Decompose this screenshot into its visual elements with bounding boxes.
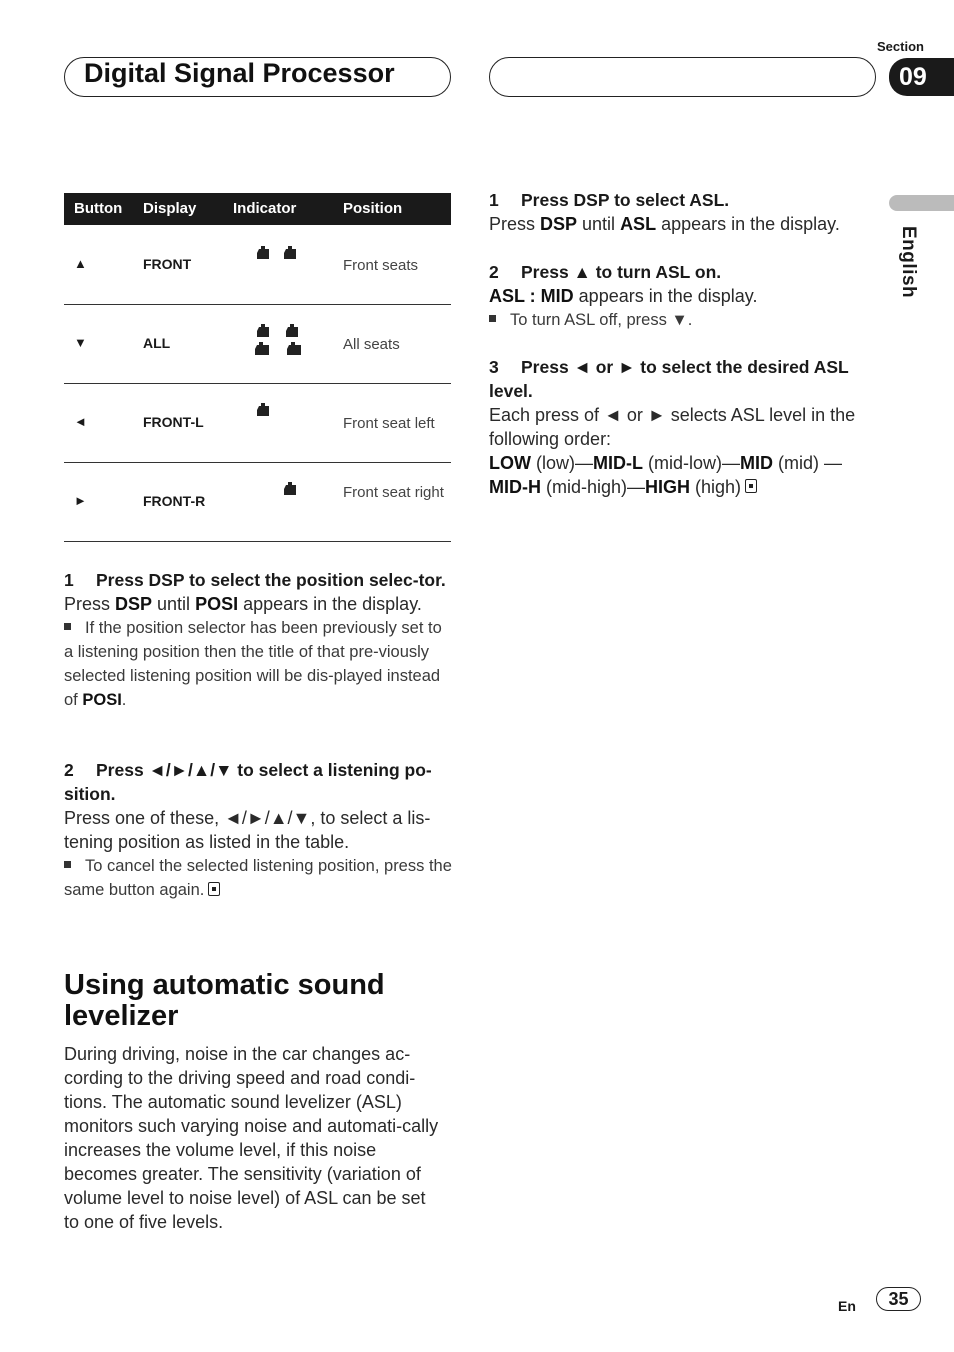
position-table	[64, 193, 451, 542]
step-note: If the position selector has been previously set to a listening position then the title of that pre-viously selected listening position will be dis-played instead of POSI.	[64, 619, 442, 709]
bullet-square-icon	[64, 861, 71, 868]
button-symbol: ▼	[74, 335, 87, 350]
section-heading: Using automatic sound levelizer	[64, 969, 385, 1032]
position-value: Front seat right	[343, 484, 444, 501]
left-step-2	[64, 758, 452, 902]
step-body: Press DSP until POSI appears in the display.	[64, 594, 422, 614]
col-indicator: Indicator	[233, 200, 297, 217]
step-heading: 3 Press ◄ or ► to select the desired ASL level.	[489, 357, 849, 401]
right-step-3	[489, 355, 869, 499]
col-display: Display	[143, 200, 197, 217]
display-value: FRONT	[143, 256, 192, 272]
footer-lang: En	[838, 1298, 856, 1314]
right-step-1	[489, 188, 869, 236]
right-step-2	[489, 260, 869, 332]
front-seats-icon	[254, 245, 306, 270]
step-body: Press DSP until ASL appears in the display.	[489, 214, 840, 234]
section-body: During driving, noise in the car changes ac-cording to the driving speed and road condi-tions. The automatic sound levelizer (ASL) monitors such varying noise and automati-cally increases the volume level, if this noise becomes greater. The sensitivity (variation of volume level to noise level) of ASL can be set to one of five levels.	[64, 1044, 439, 1232]
col-button: Button	[74, 200, 123, 217]
front-right-seat-icon	[254, 481, 306, 506]
table-row	[64, 305, 451, 384]
table-header	[64, 193, 451, 225]
end-mark-icon	[745, 479, 757, 493]
step-heading: 2 Press ▲ to turn ASL on.	[489, 262, 722, 282]
display-value: FRONT-R	[143, 493, 206, 509]
front-left-seat-icon	[254, 402, 306, 427]
button-symbol: ►	[74, 493, 87, 508]
end-mark-icon	[208, 882, 220, 896]
display-value: ALL	[143, 335, 171, 351]
step-heading: 1 Press DSP to select the position selec-tor.	[64, 570, 446, 590]
table-row	[64, 384, 451, 463]
all-seats-icon	[254, 323, 310, 364]
display-value: FRONT-L	[143, 414, 204, 430]
step-note: To turn ASL off, press ▼.	[489, 308, 869, 332]
col-position: Position	[343, 200, 403, 217]
section-number-tab: 09	[889, 58, 954, 96]
bullet-square-icon	[64, 623, 71, 630]
step-body: Each press of ◄ or ► selects ASL level in the following order:	[489, 405, 856, 449]
language-tab-bar	[889, 195, 954, 211]
button-symbol: ▲	[74, 256, 87, 271]
table-row	[64, 225, 451, 305]
bullet-square-icon	[489, 315, 496, 322]
asl-level-order: LOW (low)—MID-L (mid-low)—MID (mid) —MID-H (mid-high)—HIGH (high)	[489, 453, 842, 497]
header-empty-frame	[489, 57, 876, 97]
button-symbol: ◄	[74, 414, 87, 429]
step-heading: 1 Press DSP to select ASL.	[489, 190, 730, 210]
language-tab-label: English	[898, 226, 919, 299]
left-step-1	[64, 568, 452, 712]
page-number: 35	[876, 1287, 921, 1311]
section-label: Section	[877, 39, 924, 54]
step-body: Press one of these, ◄/►/▲/▼, to select a lis-tening position as listed in the table.	[64, 808, 431, 852]
step-heading: 2 Press ◄/►/▲/▼ to select a listening po-sition.	[64, 760, 432, 804]
position-value: Front seat left	[343, 415, 435, 432]
table-row	[64, 463, 451, 542]
step-body: ASL : MID appears in the display.	[489, 286, 758, 306]
position-value: Front seats	[343, 257, 419, 274]
position-value: All seats	[343, 336, 400, 353]
step-note: To cancel the selected listening position, press the same button again.	[64, 857, 452, 899]
page-title: Digital Signal Processor	[84, 58, 395, 88]
